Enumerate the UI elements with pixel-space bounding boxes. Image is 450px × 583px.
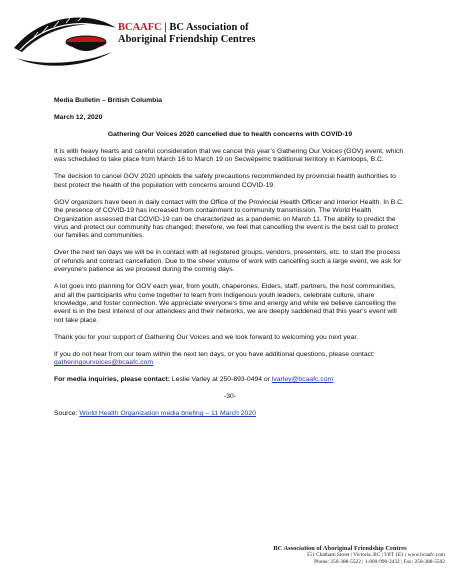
media-label: For media inquiries, please contact: xyxy=(54,376,170,384)
bulletin-body xyxy=(54,97,406,427)
source-label: Source: xyxy=(54,410,80,418)
paragraph: The decision to cancel GOV 2020 upholds the safety precautions recommended by provincial health authorities to best protect the health of the population with concerns around COVID-19. xyxy=(54,173,396,189)
paragraph: GOV organizers have been in daily contact with the Office of the Provincial Health Officer and Interior Health. In B.C. the presence of COVID-19 has increased from containment to community transmission. The World Health Organization assessed that COVID-19 can be characterized as a pandemic on March 11. The ability to predict the virus and protect our community has changed; therefore, we feel that cancelling the event is the best call to protect our families and communities. xyxy=(54,198,404,240)
end-mark: -30- xyxy=(223,393,237,401)
bulletin-title: Gathering Our Voices 2020 cancelled due to health concerns with COVID-19 xyxy=(107,131,353,138)
org-name-line1: BC Association of xyxy=(169,22,249,33)
paragraph: Over the next ten days we will be in contact with all registered groups, vendors, presenters, etc. to start the process of refunds and contract cancellation. Due to the sheer volume of work with cancelling such a large event, we ask for everyone’s patience as we proceed during the coming days. xyxy=(54,249,402,274)
org-acronym: BCAAFC xyxy=(118,22,162,33)
footer-address: 551 Chatham Street | Victoria, BC | V8T 1E1 | www.bcaafc.com xyxy=(306,552,445,558)
bulletin-type: Media Bulletin – British Columbia xyxy=(54,97,163,104)
paragraph: It is with heavy hearts and careful consideration that we cancel this year’s Gathering Our Voices (GOV) event, which was scheduled to take place from March 16 to March 19 on Secwépemc traditional territory in Kamloops, B.C. xyxy=(54,148,404,164)
paragraph: Thank you for your support of Gathering Our Voices and we look forward to welcoming you next year. xyxy=(54,333,359,341)
contact-paragraph xyxy=(54,351,406,368)
source-link[interactable]: World Health Organization media briefing – 11 March 2020 xyxy=(79,410,256,418)
footer xyxy=(245,545,445,566)
source-line xyxy=(54,410,406,418)
footer-phones: Phone: 250-388-5522 | 1-800-990-2432 | Fax: 250-388-5502 xyxy=(314,559,445,565)
contact-email-link[interactable]: gatheringourvoices@bcaafc.com xyxy=(54,359,154,367)
media-text: Leslie Varley at 250-893-0494 or xyxy=(169,376,272,384)
org-separator: | xyxy=(164,22,167,33)
footer-org-name: BC Association of Aboriginal Friendship Centres xyxy=(273,545,407,552)
org-name-line2: Aboriginal Friendship Centres xyxy=(118,34,256,45)
bulletin-date: March 12, 2020 xyxy=(54,114,103,121)
organization-name xyxy=(118,22,255,46)
contact-text: If you do not hear from our team within the next ten days, or you have additional questions, please contact: xyxy=(54,350,375,358)
feather-drum-logo-icon xyxy=(12,8,122,74)
media-email-link[interactable]: lvarley@bcaafc.com xyxy=(271,376,334,384)
media-paragraph xyxy=(54,376,406,384)
paragraph: A lot goes into planning for GOV each year, from youth, chaperones, Elders, staff, partners, the host communities, and all the participants who come together to learn from Indigenous youth leaders, celebrate culture, share knowledge, and foster connection. We appreciate everyone’s time and energy and while we believe cancelling the event is in the best interest of our attendees and their networks, we are deeply saddened that this year’s event will not take place. xyxy=(54,283,397,324)
